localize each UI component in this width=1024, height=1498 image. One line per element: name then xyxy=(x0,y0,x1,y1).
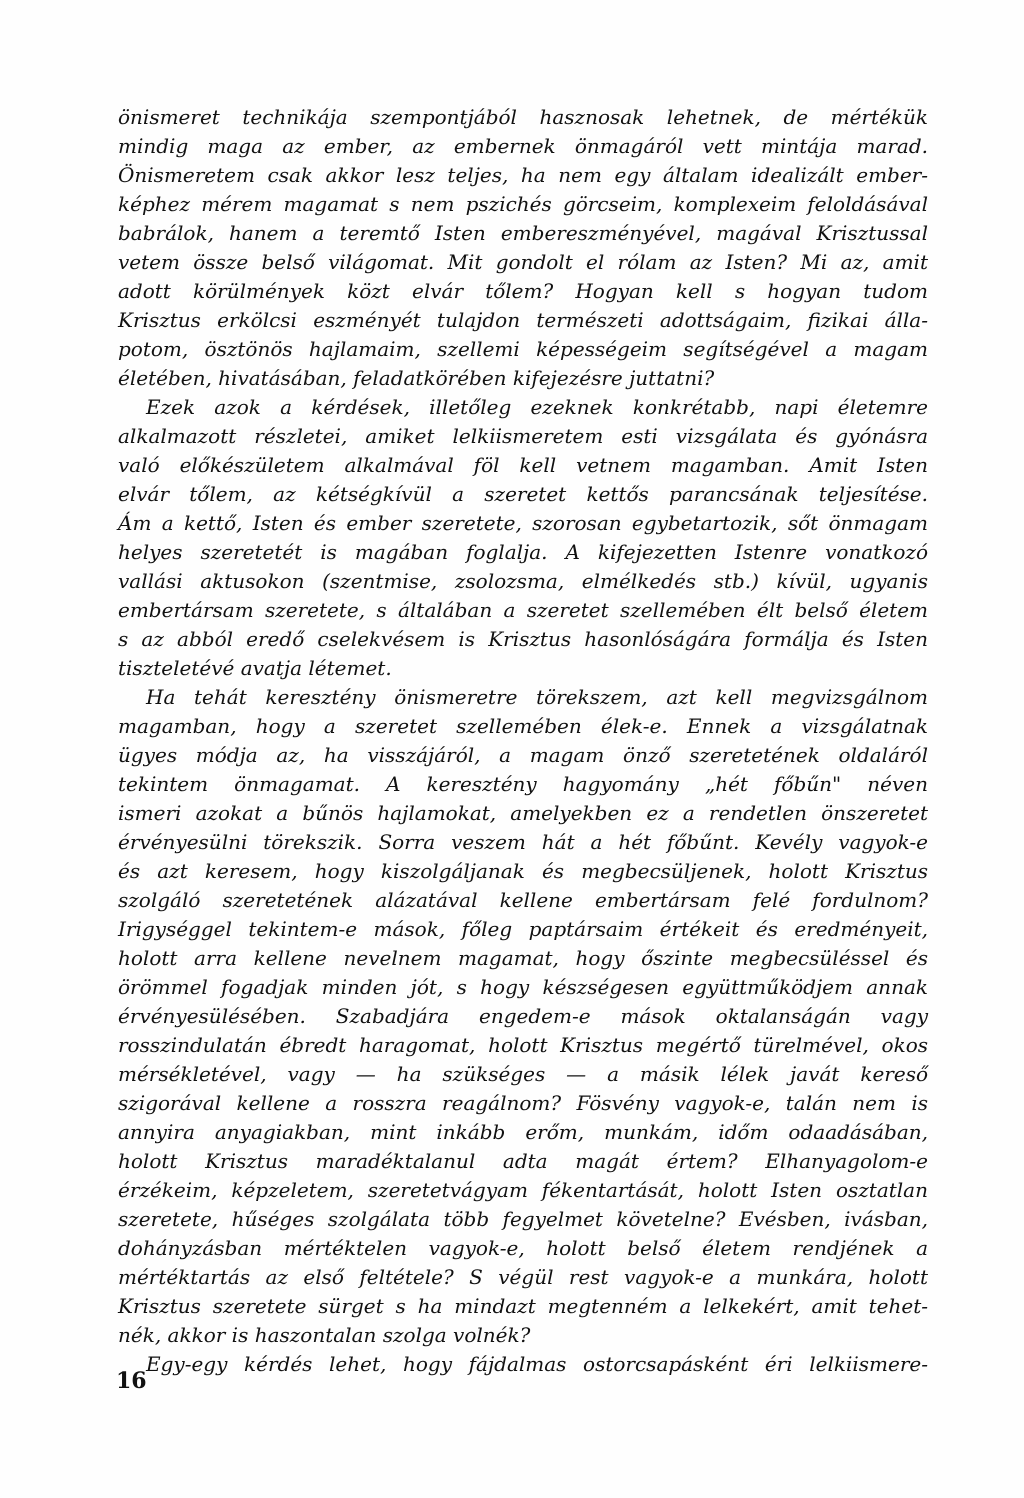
text-line: és azt keresem, hogy kiszolgáljanak és megbecsüljenek, holott Krisztus xyxy=(118,859,928,883)
text-line: vetem össze belső világomat. Mit gondolt el rólam az Isten? Mi az, amit xyxy=(118,250,928,274)
text-line: tekintem önmagamat. A keresztény hagyomány „hét főbűn" néven xyxy=(118,772,928,796)
paragraph-start-line: Ezek azok a kérdések, illetőleg ezeknek konkrétabb, napi életemre xyxy=(146,395,928,419)
text-line: adott körülmények közt elvár tőlem? Hogyan kell s hogyan tudom xyxy=(118,279,928,303)
body-text xyxy=(118,103,928,1379)
text-line: mérsékletével, vagy — ha szükséges — a másik lélek javát kereső xyxy=(118,1062,928,1086)
text-line: magamban, hogy a szeretet szellemében élek-e. Ennek a vizsgálatnak xyxy=(118,714,928,738)
text-line: s az abból eredő cselekvésem is Krisztus hasonlóságára formálja és Isten xyxy=(118,627,928,651)
text-line: alkalmazott részletei, amiket lelkiismeretem esti vizsgálata és gyónásra xyxy=(118,424,928,448)
text-line: képhez mérem magamat s nem pszichés görcseim, komplexeim feloldásával xyxy=(118,192,928,216)
text-line: ismeri azokat a bűnös hajlamokat, amelyekben ez a rendetlen önszeretet xyxy=(118,801,928,825)
text-line: annyira anyagiakban, mint inkább erőm, munkám, időm odaadásában, xyxy=(118,1120,928,1144)
text-line: helyes szeretetét is magában foglalja. A kifejezetten Istenre vonatkozó xyxy=(118,540,928,564)
text-line: vallási aktusokon (szentmise, zsolozsma, elmélkedés stb.) kívül, ugyanis xyxy=(118,569,928,593)
text-line: Irigységgel tekintem-e mások, főleg paptársaim értékeit és eredményeit, xyxy=(118,917,928,941)
text-line: Ám a kettő, Isten és ember szeretete, szorosan egybetartozik, sőt önmagam xyxy=(118,511,928,535)
text-line: való előkészületem alkalmával föl kell vetnem magamban. Amit Isten xyxy=(118,453,928,477)
text-line: életében, hivatásában, feladatkörében kifejezésre juttatni? xyxy=(118,366,715,390)
text-line: érvényesülni törekszik. Sorra veszem hát a hét főbűnt. Kevély vagyok-e xyxy=(118,830,928,854)
text-line: dohányzásban mértéktelen vagyok-e, holott belső életem rendjének a xyxy=(118,1236,928,1260)
text-line: holott arra kellene nevelnem magamat, hogy őszinte megbecsüléssel és xyxy=(118,946,928,970)
text-line: szeretete, hűséges szolgálata több fegyelmet követelne? Evésben, ivásban, xyxy=(118,1207,928,1231)
paragraph-start-line: Ha tehát keresztény önismeretre törekszem, azt kell megvizsgálnom xyxy=(146,685,928,709)
text-line: örömmel fogadjak minden jót, s hogy készségesen együttműködjem annak xyxy=(118,975,928,999)
text-line: Krisztus erkölcsi eszményét tulajdon természeti adottságaim, fizikai álla- xyxy=(118,308,928,332)
text-line: szigorával kellene a rosszra reagálnom? Fösvény vagyok-e, talán nem is xyxy=(118,1091,928,1115)
text-line: érvényesülésében. Szabadjára engedem-e mások oktalanságán vagy xyxy=(118,1004,928,1028)
text-line: holott Krisztus maradéktalanul adta magát értem? Elhanyagolom-e xyxy=(118,1149,928,1173)
text-line: ügyes módja az, ha visszájáról, a magam önző szeretetének oldaláról xyxy=(118,743,928,767)
paragraph-start-line: Egy-egy kérdés lehet, hogy fájdalmas ostorcsapásként éri lelkiismere- xyxy=(146,1352,928,1376)
text-line: mértéktartás az első feltétele? S végül rest vagyok-e a munkára, holott xyxy=(118,1265,928,1289)
text-line: nék, akkor is haszontalan szolga volnék? xyxy=(118,1323,531,1347)
text-line: önismeret technikája szempontjából hasznosak lehetnek, de mértékük xyxy=(118,105,928,129)
page-number: 16 xyxy=(116,1368,147,1394)
text-line: tiszteletévé avatja létemet. xyxy=(118,656,392,680)
text-line: rosszindulatán ébredt haragomat, holott Krisztus megértő türelmével, okos xyxy=(118,1033,928,1057)
text-line: szolgáló szeretetének alázatával kellene embertársam felé fordulnom? xyxy=(118,888,928,912)
text-line: Önismeretem csak akkor lesz teljes, ha nem egy általam idealizált ember- xyxy=(118,163,928,187)
text-line: elvár tőlem, az kétségkívül a szeretet kettős parancsának teljesítése. xyxy=(118,482,928,506)
text-line: mindig maga az ember, az embernek önmagáról vett mintája marad. xyxy=(118,134,928,158)
text-line: potom, ösztönös hajlamaim, szellemi képességeim segítségével a magam xyxy=(118,337,928,361)
text-line: embertársam szeretete, s általában a szeretet szellemében élt belső életem xyxy=(118,598,928,622)
text-line: érzékeim, képzeletem, szeretetvágyam fékentartását, holott Isten osztatlan xyxy=(118,1178,928,1202)
text-line: Krisztus szeretete sürget s ha mindazt megtenném a lelkekért, amit tehet- xyxy=(118,1294,928,1318)
text-line: babrálok, hanem a teremtő Isten embereszményével, magával Krisztussal xyxy=(118,221,928,245)
